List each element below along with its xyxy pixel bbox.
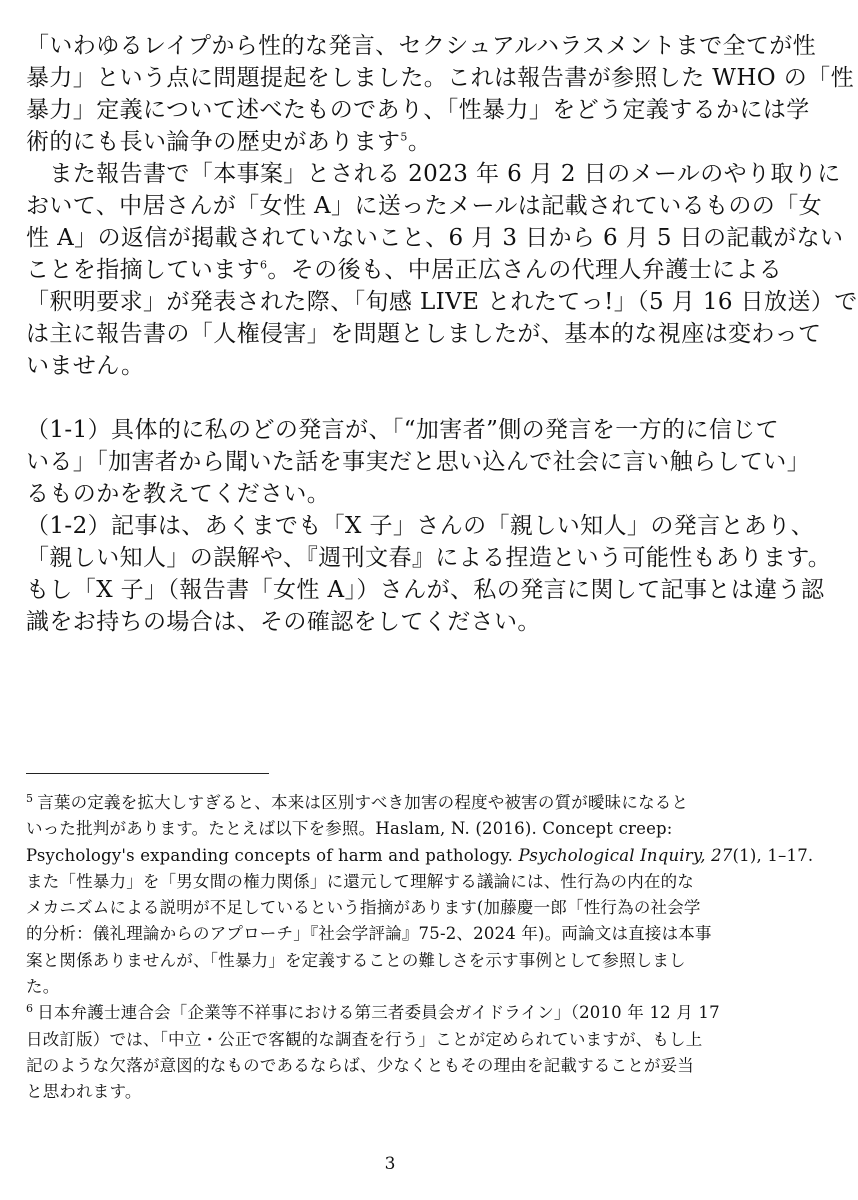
text-line: （1-1）具体的に私のどの発言が、「“加害者”側の発言を一方的に信じて: [26, 417, 780, 443]
footnote-marker-5: 5: [26, 791, 34, 805]
paragraph-2: [26, 158, 858, 382]
paragraph-1: [26, 30, 854, 158]
question-1-2: [26, 510, 832, 638]
text-line: [26, 254, 783, 286]
text-span: 。その後も、中居正広さんの代理人弁護士による: [267, 257, 783, 283]
text-span: 。: [407, 129, 432, 155]
footnote-marker-6: 6: [26, 1001, 34, 1015]
footnote-5: [26, 790, 814, 1000]
footnote-line: [26, 1000, 776, 1026]
text-line: 暴力」という点に問題提起をしました。これは報告書が参照した WHO の「性: [26, 65, 854, 91]
text-line: もし「X 子」（報告書「女性 A」）さんが、私の発言に関して記事とは違う認: [26, 577, 825, 603]
paragraph-gap: [26, 382, 776, 414]
text-line: 「いわゆるレイプから性的な発言、セクシュアルハラスメントまで全てが性: [26, 33, 817, 59]
footnote-separator: [26, 773, 269, 774]
text-line: 「親しい知人」の誤解や、『週刊文春』による捏造という可能性もあります。: [26, 545, 832, 571]
text-line: （1-2）記事は、あくまでも「X 子」さんの「親しい知人」の発言とあり、: [26, 513, 815, 539]
text-line: また報告書で「本事案」とされる 2023 年 6 月 2 日のメールのやり取りに: [26, 161, 841, 187]
footnote-reference-5[interactable]: 5: [400, 130, 408, 144]
text-line: 暴力」定義について述べたものであり、「性暴力」をどう定義するかには学: [26, 97, 810, 123]
question-1-1: [26, 414, 811, 510]
footnote-line: いった批判があります。たとえば以下を参照。Haslam, N. (2016). Concept creep:: [26, 819, 673, 839]
text-span: 日本弁護士連合会「企業等不祥事における第三者委員会ガイドライン」（2010 年 12 月 17: [37, 1003, 720, 1023]
text-line: いる」「加害者から聞いた話を事実だと思い込んで社会に言い触らしてい」: [26, 449, 811, 475]
text-line: は主に報告書の「人権侵害」を問題としましたが、基本的な視座は変わって: [26, 321, 822, 347]
text-line: 性 A」の返信が掲載されていないこと、6 月 3 日から 6 月 5 日の記載がない: [26, 225, 844, 251]
text-span: Psychology's expanding concepts of harm and pathology.: [26, 845, 519, 865]
footnote-line: [26, 790, 776, 816]
footnote-6: [26, 1000, 776, 1105]
text-line: いません。: [26, 353, 145, 379]
text-line: [26, 126, 776, 158]
text-line: るものかを教えてください。: [26, 481, 331, 507]
text-span: 言葉の定義を拡大しすぎると、本来は区別すべき加害の程度や被害の質が曖昧になると: [37, 793, 689, 812]
text-span: 術的にも長い論争の歴史があります: [26, 129, 401, 155]
footnote-line: 案と関係ありませんが、「性暴力」を定義することの難しさを示す事例として参照しまし: [26, 950, 686, 970]
footnote-line: また「性暴力」を「男女間の権力関係」に還元して理解する議論には、性行為の内在的な: [26, 871, 694, 891]
body-text: [26, 30, 858, 638]
text-line: 識をお持ちの場合は、その確認をしてください。: [26, 609, 541, 635]
footnote-reference-6[interactable]: 6: [260, 258, 268, 272]
footnote-line: メカニズムによる説明が不足しているという指摘があります(加藤慶一郎「性行為の社会学: [26, 898, 701, 918]
footnote-line: と思われます。: [26, 1082, 142, 1102]
text-line: 「釈明要求」が発表された際、「旬感 LIVE とれたてっ!」（5 月 16 日放送）で: [26, 289, 858, 315]
footnotes: [26, 790, 814, 1106]
footnote-line: た。: [26, 977, 60, 997]
footnote-line: 日改訂版）では、「中立・公正で客観的な調査を行う」ことが定められていますが、もし上: [26, 1029, 703, 1049]
footnote-line: 的分析：儀礼理論からのアプローチ」『社会学評論』75-2、2024 年)。両論文は直接は本事: [26, 924, 712, 944]
footnote-line: [26, 843, 814, 869]
page-number: 3: [384, 1154, 396, 1174]
text-line: おいて、中居さんが「女性 A」に送ったメールは記載されているものの「女: [26, 193, 823, 219]
journal-title: Psychological Inquiry, 27: [518, 845, 733, 865]
text-span: ことを指摘しています: [26, 257, 260, 283]
footnote-line: 記のような欠落が意図的なものであるならば、少なくともその理由を記載することが妥当: [26, 1055, 694, 1075]
text-span: (1), 1–17.: [732, 845, 814, 865]
